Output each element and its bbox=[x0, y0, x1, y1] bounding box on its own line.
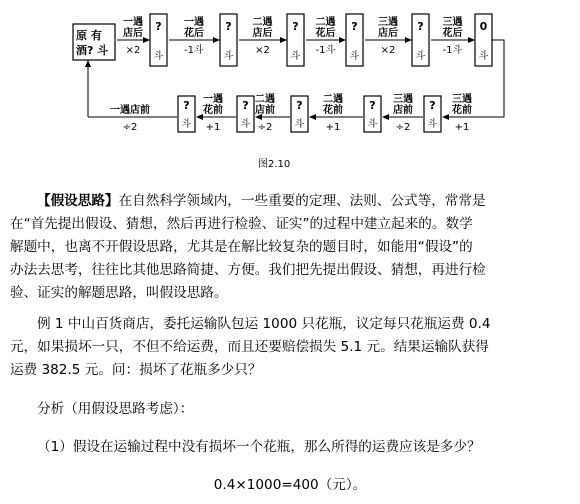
box-value: 0 bbox=[479, 20, 488, 33]
flow-diagram bbox=[0, 0, 580, 175]
step-label: 二遇 bbox=[255, 94, 275, 105]
box-value: ? bbox=[296, 99, 303, 112]
example-line: 例 1 中山百货商店，委托运输队包运 1000 只花瓶，议定每只花瓶运费 0.4 bbox=[37, 316, 491, 332]
step-label: 花后 bbox=[184, 28, 204, 39]
step-operation: -1斗 bbox=[442, 45, 463, 56]
step-label: 一遇 bbox=[184, 17, 204, 28]
step-operation: -1斗 bbox=[315, 45, 336, 56]
step-label: 二遇 bbox=[315, 17, 336, 28]
step-label: 店前 bbox=[255, 105, 275, 116]
box-unit: 斗 bbox=[153, 51, 164, 62]
box-value: ? bbox=[155, 20, 162, 33]
box-unit: 斗 bbox=[294, 119, 305, 130]
step-label: 花前 bbox=[323, 105, 343, 116]
step-operation: ×2 bbox=[125, 45, 141, 56]
box-unit: 斗 bbox=[478, 51, 489, 62]
box-unit: 斗 bbox=[349, 51, 360, 62]
box-unit: 斗 bbox=[290, 51, 301, 62]
box-value: ? bbox=[292, 20, 299, 33]
box-unit: 斗 bbox=[367, 119, 378, 130]
box-value: ? bbox=[351, 20, 358, 33]
step-label: 三遇 bbox=[452, 94, 472, 105]
step-label: 二遇 bbox=[323, 94, 343, 105]
analysis-text: 分析（用假设思路考虑）： bbox=[37, 401, 194, 417]
formula-text: 0.4×1000=400（元）。 bbox=[213, 477, 367, 493]
box-value: ? bbox=[183, 99, 190, 112]
step-text: （1）假设在运输过程中没有损坏一个花瓶，那么所得的运费应该是多少？ bbox=[37, 439, 481, 455]
step-label: 二遇 bbox=[252, 17, 273, 28]
step-operation: +1 bbox=[325, 122, 341, 133]
step-operation: ×2 bbox=[380, 45, 396, 56]
step-operation: ÷2 bbox=[395, 122, 411, 133]
step-label: 三遇 bbox=[378, 17, 398, 28]
box-unit: 斗 bbox=[415, 51, 426, 62]
start-box-line2: 酒? 斗 bbox=[76, 44, 109, 57]
example-line: 元，如果损坏一只，不但不给运费，而且还要赔偿损失 5.1 元。结果运输队获得 bbox=[10, 339, 489, 355]
step-label: 一遇 bbox=[203, 94, 223, 105]
example-1 bbox=[10, 313, 570, 382]
paragraph-line: 在“首先提出假设、猜想，然后再进行检验、证实”的过程中建立起来的。数学 bbox=[10, 216, 473, 232]
analysis-step-1 bbox=[10, 436, 570, 459]
box-value: ? bbox=[242, 99, 249, 112]
example-line: 运费 382.5 元。问：损坏了花瓶多少只？ bbox=[10, 362, 262, 378]
box-unit: 斗 bbox=[427, 119, 438, 130]
box-unit: 斗 bbox=[223, 51, 234, 62]
step-operation: +1 bbox=[205, 122, 221, 133]
analysis-heading bbox=[10, 398, 570, 421]
step-label: 花后 bbox=[315, 28, 336, 39]
box-value: ? bbox=[417, 20, 424, 33]
diagram-caption: 图2.10 bbox=[258, 159, 291, 170]
step-label: 店后 bbox=[378, 28, 398, 39]
box-unit: 斗 bbox=[181, 119, 192, 130]
step-label: 一遇 bbox=[123, 17, 143, 28]
box-value: ? bbox=[369, 99, 376, 112]
step-operation: +1 bbox=[454, 122, 470, 133]
paragraph-line: 办法去思考，往往比其他思路简捷、方便。我们把先提出假设、猜想，再进行检 bbox=[10, 262, 486, 278]
paragraph-line: 解题中，也离不开假设思路，尤其是在解比较复杂的题目时，如能用“假设”的 bbox=[10, 239, 473, 255]
step-label: 店后 bbox=[252, 28, 273, 39]
step-operation: ÷2 bbox=[257, 122, 273, 133]
step-label: 三遇 bbox=[393, 94, 413, 105]
step-label: 三遇 bbox=[442, 17, 463, 28]
step-label: 一遇店前 bbox=[110, 105, 150, 116]
step-operation: ×2 bbox=[255, 45, 270, 56]
start-box-line1: 原 有 bbox=[76, 29, 102, 42]
formula bbox=[10, 474, 570, 497]
step-label: 花前 bbox=[203, 105, 223, 116]
paragraph-title: 【假设思路】 bbox=[37, 193, 119, 209]
paragraph-line: 验、证实的解题思路，叫假设思路。 bbox=[10, 285, 228, 301]
box-value: ? bbox=[429, 99, 436, 112]
step-label: 店后 bbox=[123, 28, 143, 39]
paragraph-line: 在自然科学领域内，一些重要的定理、法则、公式等，常常是 bbox=[118, 193, 486, 209]
step-label: 花前 bbox=[452, 105, 472, 116]
box-unit: 斗 bbox=[240, 119, 251, 130]
box-value: ? bbox=[225, 20, 232, 33]
step-label: 花后 bbox=[442, 28, 463, 39]
step-operation: -1斗 bbox=[184, 45, 204, 56]
paragraph-hypothesis bbox=[10, 190, 570, 305]
step-operation: ÷2 bbox=[122, 122, 138, 133]
step-label: 店前 bbox=[393, 105, 413, 116]
